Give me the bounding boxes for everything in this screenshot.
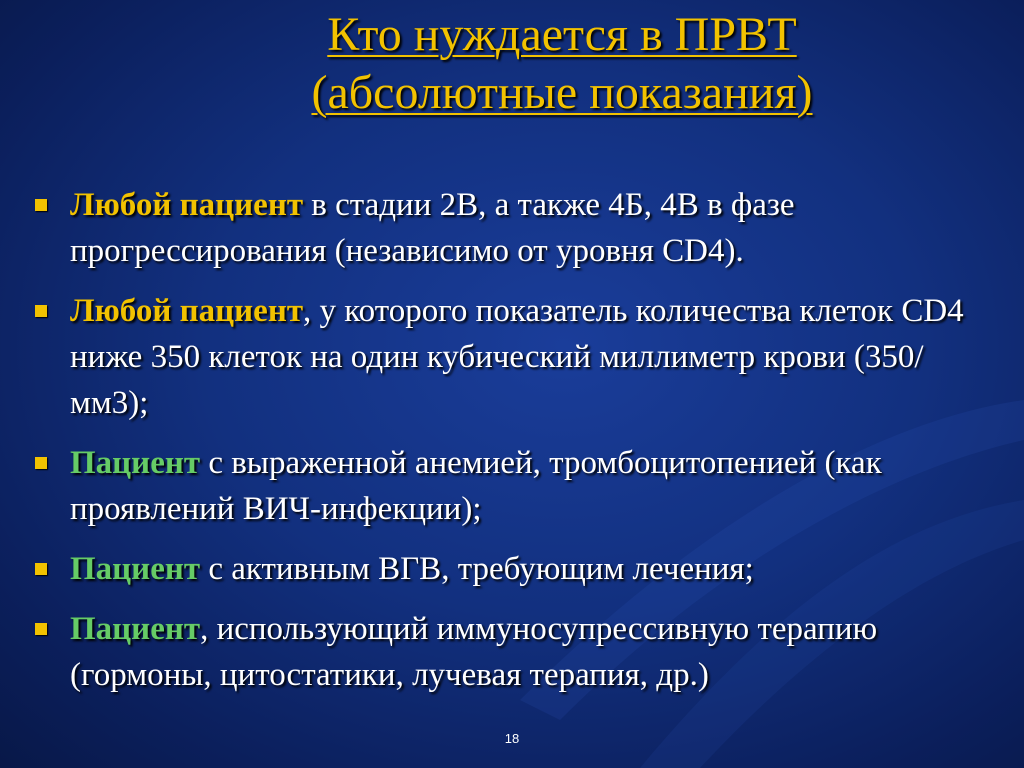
title-line-2: (абсолютные показания)	[311, 66, 813, 119]
bullet-item	[30, 606, 990, 698]
slide-title	[0, 6, 1024, 122]
bullet-highlight: Любой пациент	[70, 293, 304, 329]
bullet-list	[30, 182, 990, 712]
bullet-item	[30, 182, 990, 274]
bullet-highlight: Любой пациент	[70, 187, 304, 223]
bullet-highlight: Пациент	[70, 611, 201, 647]
square-bullet-icon	[35, 563, 47, 575]
bullet-highlight: Пациент	[70, 445, 201, 481]
bullet-text: в стадии 2В, а также 4Б, 4В в фазе прогрессирования (независимо от уровня CD4).	[70, 187, 795, 269]
page-number: 18	[504, 731, 520, 746]
square-bullet-icon	[35, 623, 47, 635]
square-bullet-icon	[35, 199, 47, 211]
square-bullet-icon	[35, 457, 47, 469]
bullet-highlight: Пациент	[70, 551, 201, 587]
bullet-text: с активным ВГВ, требующим лечения;	[200, 551, 754, 587]
bullet-item	[30, 288, 990, 426]
bullet-text: с выраженной анемией, тромбоцитопенией (как проявлений ВИЧ-инфекции);	[70, 445, 882, 527]
bullet-text: , у которого показатель количества клеток CD4 ниже 350 клеток на один кубический миллиметр крови (350/мм3);	[70, 293, 964, 421]
bullet-item	[30, 546, 990, 592]
bullet-text: , использующий иммуносупрессивную терапию (гормоны, цитостатики, лучевая терапия, др.)	[70, 611, 878, 693]
bullet-item	[30, 440, 990, 532]
title-line-1: Кто нуждается в ПРВТ	[327, 8, 797, 61]
square-bullet-icon	[35, 305, 47, 317]
